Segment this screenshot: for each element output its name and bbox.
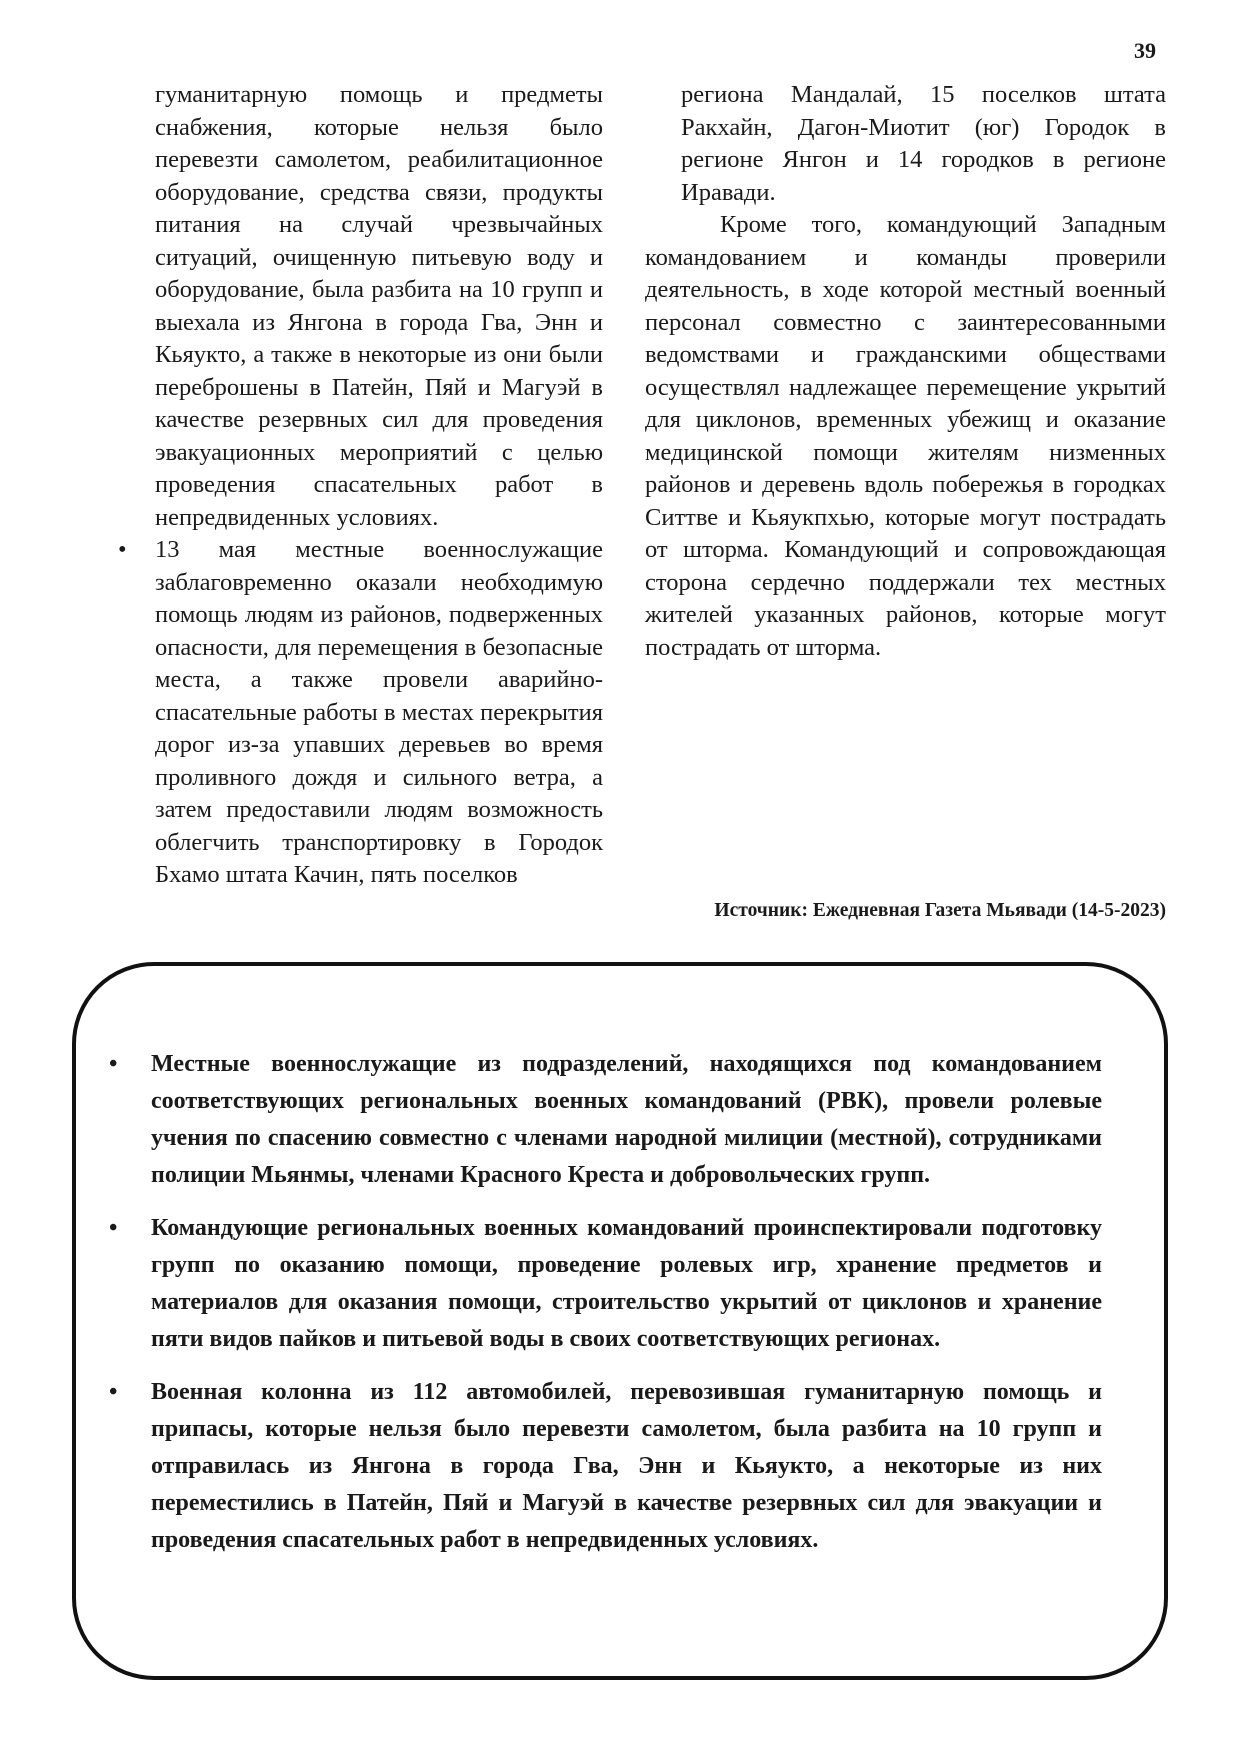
summary-item-text: Командующие региональных военных командований проинспектировали подготовку групп по оказанию помощи, проведение ролевых игр, хранение предметов и материалов для оказания помощи, строительство укрытий от циклонов и хранение пяти видов пайков и питьевой воды в своих соответствующих регионах. — [151, 1215, 1102, 1352]
right-paragraph: Кроме того, командующий Западным командованием и команды проверили деятельность, в ходе которой местный военный персонал совместно с заинтересованными ведомствами и гражданскими обществами осуществлял надлежащее перемещение укрытий для циклонов, временных убежищ и оказание медицинской помощи жителям низменных районов и деревень вдоль побережья в городках Ситтве и Кьяукпхью, которые могут пострадать от шторма. Командующий и сопровождающая сторона сердечно поддержали тех местных жителей указанных районов, которые могут пострадать от шторма. — [645, 211, 1166, 661]
left-bullet-item — [119, 534, 603, 892]
summary-list — [109, 1046, 1102, 1575]
summary-box — [72, 962, 1168, 1680]
summary-item-text: Местные военнослужащие из подразделений, находящихся под командованием соответствующих региональных военных командований (РВК), провели ролевые учения по спасению совместно с членами народной милиции (местной), сотрудниками полиции Мьянмы, членами Красного Креста и добровольческих групп. — [151, 1051, 1102, 1188]
summary-item-text: Военная колонна из 112 автомобилей, перевозившая гуманитарную помощь и припасы, которые нельзя было перевезти самолетом, была разбита на 10 групп и отправилась из Янгона в города Гва, Энн и Кьяукто, а некоторые из них переместились в Патейн, Пяй и Магуэй в качестве резервных сил для эвакуации и проведения спасательных работ в непредвиденных условиях. — [151, 1379, 1102, 1553]
right-column — [645, 79, 1166, 664]
left-continued-paragraph: гуманитарную помощь и предметы снабжения, которые нельзя было перевезти самолетом, реабилитационное оборудование, средства связи, продукты питания на случай чрезвычайных ситуаций, очищенную питьевую воду и оборудование, была разбита на 10 групп и выехала из Янгона в города Гва, Энн и Кьяукто, а также в некоторые из они были переброшены в Патейн, Пяй и Магуэй в качестве резервных сил для проведения эвакуационных мероприятий с целью проведения спасательных работ в непредвиденных условиях. — [155, 81, 603, 531]
bullet-icon: • — [109, 1379, 118, 1405]
left-bullet-text: 13 мая местные военнослужащие заблаговременно оказали необходимую помощь людям из районов, подверженных опасности, для перемещения в безопасные места, а также провели аварийно-спасательные работы в местах перекрытия дорог из-за упавших деревьев во время проливного дождя и сильного ветра, а затем предоставили людям возможность облегчить транспортировку в Городок Бхамо штата Качин, пять поселков — [155, 536, 603, 888]
summary-item — [109, 1210, 1102, 1358]
left-column — [119, 79, 603, 892]
summary-item — [109, 1046, 1102, 1194]
bullet-icon: • — [118, 536, 127, 563]
page-number: 39 — [1134, 38, 1156, 63]
bullet-icon: • — [109, 1215, 118, 1241]
right-continued-paragraph: региона Мандалай, 15 поселков штата Ракхайн, Дагон-Миотит (юг) Городок в регионе Янгон и 14 городков в регионе Иравади. — [681, 81, 1166, 206]
bullet-icon: • — [109, 1051, 118, 1077]
summary-item — [109, 1374, 1102, 1559]
source-citation: Источник: Ежедневная Газета Мьявади (14-5-2023) — [714, 900, 1166, 921]
